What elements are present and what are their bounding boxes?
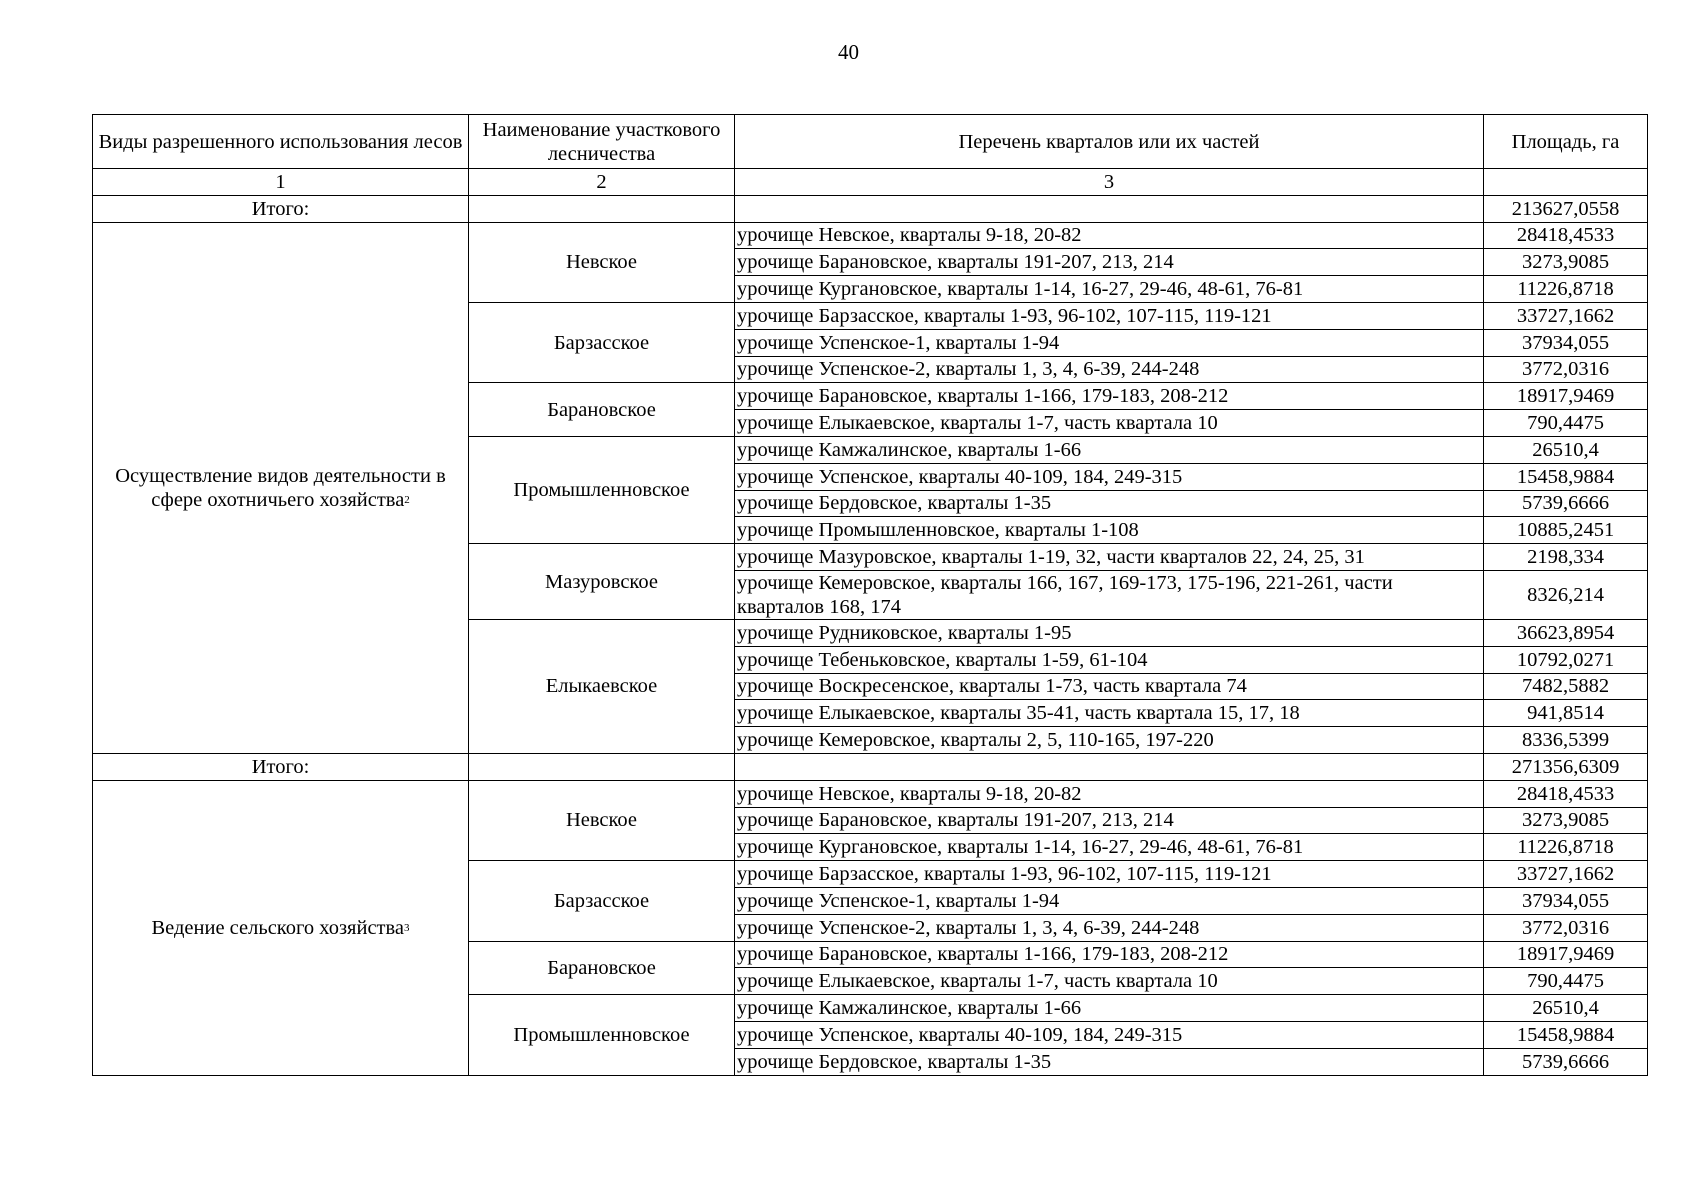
column-number-row bbox=[93, 169, 1648, 196]
tract-cell: урочище Промышленновское, кварталы 1-108 bbox=[735, 517, 1484, 544]
forestry-name: Барановское bbox=[469, 941, 735, 995]
total-value: 271356,6309 bbox=[1484, 753, 1648, 780]
tract-cell: урочище Кургановское, кварталы 1-14, 16-27, 29-46, 48-61, 76-81 bbox=[735, 834, 1484, 861]
tract-cell: урочище Барановское, кварталы 191-207, 213, 214 bbox=[735, 807, 1484, 834]
header-forestry-name: Наименование участкового лесничества bbox=[469, 115, 735, 169]
area-cell: 3273,9085 bbox=[1484, 807, 1648, 834]
area-cell: 5739,6666 bbox=[1484, 1048, 1648, 1075]
forest-use-table bbox=[92, 114, 1648, 1076]
tract-cell: урочище Успенское-1, кварталы 1-94 bbox=[735, 329, 1484, 356]
use-type-cell bbox=[93, 780, 469, 1075]
area-cell: 33727,1662 bbox=[1484, 861, 1648, 888]
tract-cell: урочище Барановское, кварталы 1-166, 179-183, 208-212 bbox=[735, 383, 1484, 410]
tract-cell: урочище Елыкаевское, кварталы 35-41, часть квартала 15, 17, 18 bbox=[735, 700, 1484, 727]
area-cell: 11226,8718 bbox=[1484, 276, 1648, 303]
tract-cell: урочище Барановское, кварталы 191-207, 213, 214 bbox=[735, 249, 1484, 276]
area-cell: 15458,9884 bbox=[1484, 463, 1648, 490]
col-number-2: 2 bbox=[469, 169, 735, 196]
area-cell: 790,4475 bbox=[1484, 968, 1648, 995]
area-cell: 37934,055 bbox=[1484, 329, 1648, 356]
header-quarters-list: Перечень кварталов или их частей bbox=[735, 115, 1484, 169]
total-empty-cell bbox=[469, 753, 735, 780]
tract-cell: урочище Успенское, кварталы 40-109, 184, 249-315 bbox=[735, 463, 1484, 490]
table-row bbox=[93, 780, 1648, 807]
forestry-name: Мазуровское bbox=[469, 544, 735, 620]
area-cell: 33727,1662 bbox=[1484, 302, 1648, 329]
tract-cell: урочище Камжалинское, кварталы 1-66 bbox=[735, 436, 1484, 463]
table-row bbox=[93, 222, 1648, 249]
use-type-label: Осуществление видов деятельности в сфере охотничьего хозяйства bbox=[115, 464, 446, 511]
tract-cell: урочище Мазуровское, кварталы 1-19, 32, части кварталов 22, 24, 25, 31 bbox=[735, 544, 1484, 571]
forestry-name: Промышленновское bbox=[469, 436, 735, 543]
page-number: 40 bbox=[838, 40, 859, 64]
area-cell: 26510,4 bbox=[1484, 436, 1648, 463]
area-cell: 28418,4533 bbox=[1484, 222, 1648, 249]
tract-cell: урочище Успенское-2, кварталы 1, 3, 4, 6-39, 244-248 bbox=[735, 914, 1484, 941]
tract-cell: урочище Елыкаевское, кварталы 1-7, часть квартала 10 bbox=[735, 968, 1484, 995]
total-row bbox=[93, 753, 1648, 780]
area-cell: 2198,334 bbox=[1484, 544, 1648, 571]
area-cell: 10792,0271 bbox=[1484, 646, 1648, 673]
total-label: Итого: bbox=[93, 753, 469, 780]
forestry-name: Барановское bbox=[469, 383, 735, 437]
area-cell: 3273,9085 bbox=[1484, 249, 1648, 276]
tract-cell: урочище Воскресенское, кварталы 1-73, часть квартала 74 bbox=[735, 673, 1484, 700]
forestry-name: Промышленновское bbox=[469, 995, 735, 1075]
area-cell: 26510,4 bbox=[1484, 995, 1648, 1022]
area-cell: 18917,9469 bbox=[1484, 941, 1648, 968]
tract-cell: урочище Бердовское, кварталы 1-35 bbox=[735, 1048, 1484, 1075]
col-number-4 bbox=[1484, 169, 1648, 196]
forestry-name: Барзасское bbox=[469, 302, 735, 382]
tract-cell: урочище Елыкаевское, кварталы 1-7, часть квартала 10 bbox=[735, 410, 1484, 437]
area-cell: 790,4475 bbox=[1484, 410, 1648, 437]
forestry-name: Невское bbox=[469, 222, 735, 302]
tract-cell: урочище Рудниковское, кварталы 1-95 bbox=[735, 619, 1484, 646]
tract-cell: урочище Камжалинское, кварталы 1-66 bbox=[735, 995, 1484, 1022]
area-cell: 7482,5882 bbox=[1484, 673, 1648, 700]
footnote-marker: 3 bbox=[404, 921, 410, 934]
forestry-name: Барзасское bbox=[469, 861, 735, 941]
total-row bbox=[93, 195, 1648, 222]
area-cell: 11226,8718 bbox=[1484, 834, 1648, 861]
use-type-cell bbox=[93, 222, 469, 753]
col-number-1: 1 bbox=[93, 169, 469, 196]
forestry-name: Елыкаевское bbox=[469, 619, 735, 753]
area-cell: 15458,9884 bbox=[1484, 1021, 1648, 1048]
tract-cell: урочище Невское, кварталы 9-18, 20-82 bbox=[735, 780, 1484, 807]
total-empty-cell bbox=[735, 195, 1484, 222]
area-cell: 5739,6666 bbox=[1484, 490, 1648, 517]
tract-cell: урочище Успенское-1, кварталы 1-94 bbox=[735, 887, 1484, 914]
header-area: Площадь, га bbox=[1484, 115, 1648, 169]
tract-cell: урочище Барзасское, кварталы 1-93, 96-102, 107-115, 119-121 bbox=[735, 302, 1484, 329]
footnote-marker: 2 bbox=[404, 493, 410, 506]
total-label: Итого: bbox=[93, 195, 469, 222]
area-cell: 36623,8954 bbox=[1484, 619, 1648, 646]
area-cell: 28418,4533 bbox=[1484, 780, 1648, 807]
tract-cell: урочище Кургановское, кварталы 1-14, 16-27, 29-46, 48-61, 76-81 bbox=[735, 276, 1484, 303]
area-cell: 37934,055 bbox=[1484, 887, 1648, 914]
area-cell: 8336,5399 bbox=[1484, 727, 1648, 754]
tract-cell: урочище Кемеровское, кварталы 166, 167, 169-173, 175-196, 221-261, части кварталов 168, 174 bbox=[735, 570, 1484, 619]
header-row bbox=[93, 115, 1648, 169]
tract-cell: урочище Барзасское, кварталы 1-93, 96-102, 107-115, 119-121 bbox=[735, 861, 1484, 888]
col-number-3: 3 bbox=[735, 169, 1484, 196]
total-value: 213627,0558 bbox=[1484, 195, 1648, 222]
area-cell: 18917,9469 bbox=[1484, 383, 1648, 410]
area-cell: 10885,2451 bbox=[1484, 517, 1648, 544]
area-cell: 3772,0316 bbox=[1484, 914, 1648, 941]
tract-cell: урочище Успенское-2, кварталы 1, 3, 4, 6-39, 244-248 bbox=[735, 356, 1484, 383]
area-cell: 3772,0316 bbox=[1484, 356, 1648, 383]
tract-cell: урочище Барановское, кварталы 1-166, 179-183, 208-212 bbox=[735, 941, 1484, 968]
area-cell: 8326,214 bbox=[1484, 570, 1648, 619]
tract-cell: урочище Невское, кварталы 9-18, 20-82 bbox=[735, 222, 1484, 249]
forestry-name: Невское bbox=[469, 780, 735, 860]
tract-cell: урочище Кемеровское, кварталы 2, 5, 110-165, 197-220 bbox=[735, 727, 1484, 754]
area-cell: 941,8514 bbox=[1484, 700, 1648, 727]
tract-cell: урочище Успенское, кварталы 40-109, 184, 249-315 bbox=[735, 1021, 1484, 1048]
total-empty-cell bbox=[469, 195, 735, 222]
total-empty-cell bbox=[735, 753, 1484, 780]
header-use-type: Виды разрешенного использования лесов bbox=[93, 115, 469, 169]
use-type-label: Ведение сельского хозяйства bbox=[151, 916, 405, 939]
tract-cell: урочище Тебеньковское, кварталы 1-59, 61-104 bbox=[735, 646, 1484, 673]
tract-cell: урочище Бердовское, кварталы 1-35 bbox=[735, 490, 1484, 517]
